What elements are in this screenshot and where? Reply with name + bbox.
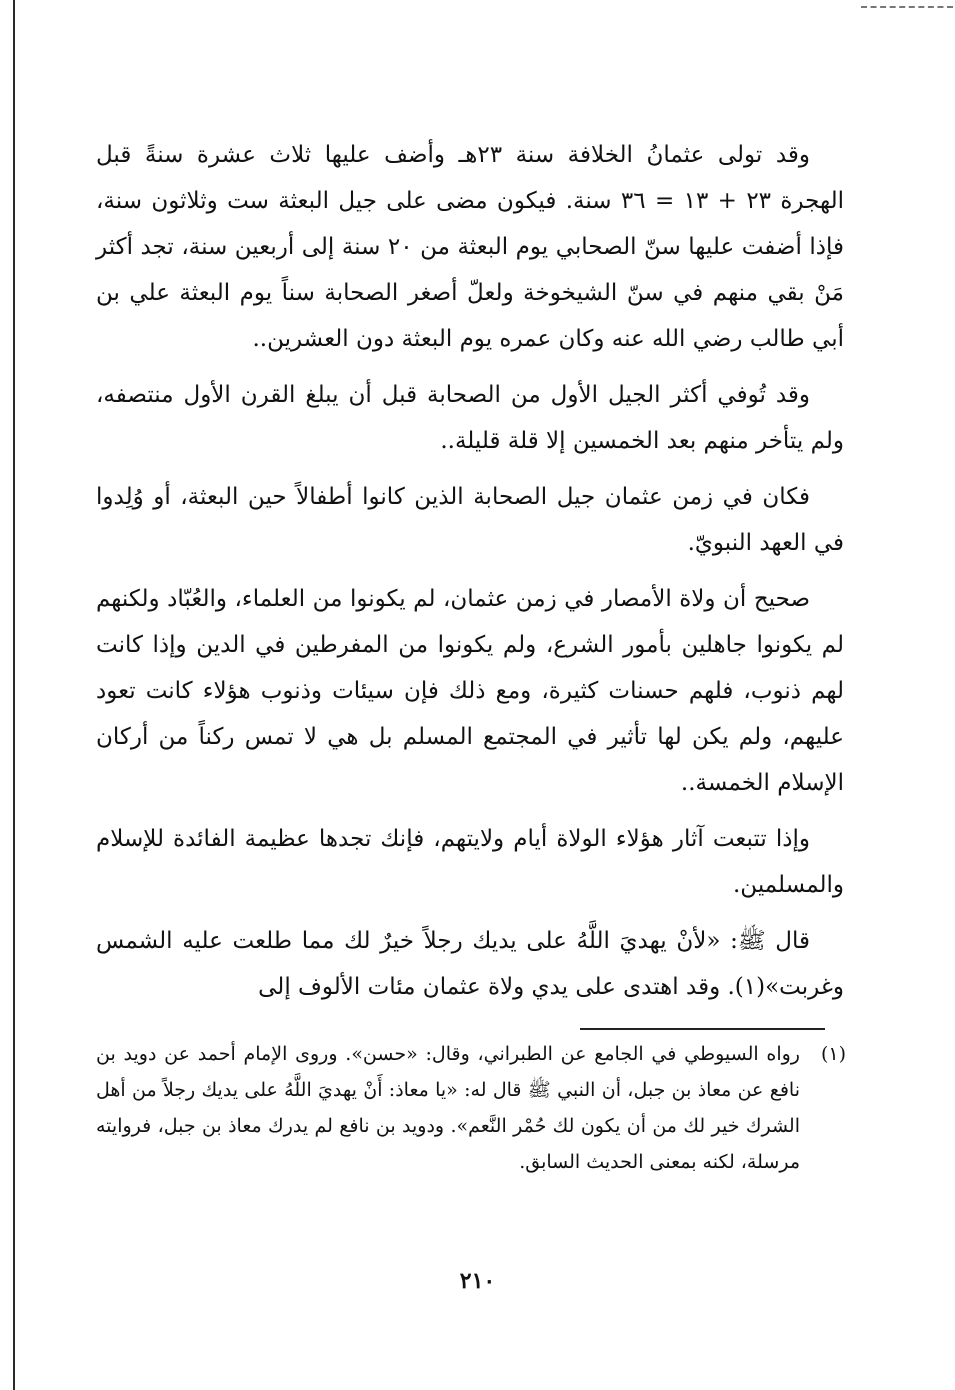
paragraph-governors-benefit: وإذا تتبعت آثار هؤلاء الولاة أيام ولايتهم، فإنك تجدها عظيمة الفائدة للإسلام والمسلمين. (96, 826, 844, 898)
page-number: ٢١٠ (459, 1268, 496, 1294)
paragraph-first-generation: وقد تُوفي أكثر الجيل الأول من الصحابة قبل أن يبلغ القرن الأول منتصفه، ولم يتأخر منهم بعد الخمسين إلا قلة قليلة.. (96, 382, 844, 454)
paragraph-governors: صحيح أن ولاة الأمصار في زمن عثمان، لم يكونوا من العلماء، والعُبّاد ولكنهم لم يكونوا جاهلين بأمور الشرع، ولم يكونوا من المفرطين في الدين وإذا كانت لهم ذنوب، فلهم حسنات كثيرة، ومع ذلك فإن سيئات وذنوب هؤلاء كانت تعود عليهم، ولم يكن لها تأثير في المجتمع المسلم بل هي لا تمس ركناً من أركان الإسلام الخمسة.. (96, 586, 844, 796)
paragraph-companions-children: فكان في زمن عثمان جيل الصحابة الذين كانوا أطفالاً حين البعثة، أو وُلِدوا في العهد النبويّ. (96, 484, 844, 556)
paragraph-uthman-caliphate: وقد تولى عثمانُ الخلافة سنة ٢٣هـ وأضف عليها ثلاث عشرة سنةً قبل الهجرة ٢٣ + ١٣ = ٣٦ سنة. فيكون مضى على جيل البعثة ست وثلاثون سنة، فإذا أضفت عليها سنّ الصحابي يوم البعثة من ٢٠ سنة إلى أربعين سنة، تجد أكثر مَنْ بقي منهم في سنّ الشيخوخة ولعلّ أصغر الصحابة سناً يوم البعثة علي بن أبي طالب رضي الله عنه وكان عمره يوم البعثة دون العشرين.. (96, 142, 844, 352)
footnote-text: رواه السيوطي في الجامع عن الطبراني، وقال: «حسن». وروى الإمام أحمد عن دويد بن نافع عن معاذ بن جبل، أن النبي ﷺ قال له: «يا معاذ: أَنْ يهديَ اللَّهُ على يديك رجلاً من أهل الشرك خير لك من أن يكون لك حُمْر النَّعم». ودويد بن نافع لم يدرك معاذ بن جبل، فروايته مرسلة، لكنه بمعنى الحديث السابق. (96, 1043, 800, 1173)
page-edge-rule (13, 0, 15, 1390)
footnote-number: (١) (820, 1043, 846, 1065)
main-text-body (96, 132, 844, 1020)
paragraph-hadith: قال ﷺ: «لأنْ يهديَ اللَّهُ على يديك رجلاً خيرٌ لك مما طلعت عليه الشمس وغربت»(١). وقد اهتدى على يدي ولاة عثمان مئات الألوف إلى (96, 928, 844, 1000)
corner-dash-marks (861, 6, 953, 8)
footnote (96, 1036, 846, 1180)
footnote-separator (580, 1028, 825, 1030)
